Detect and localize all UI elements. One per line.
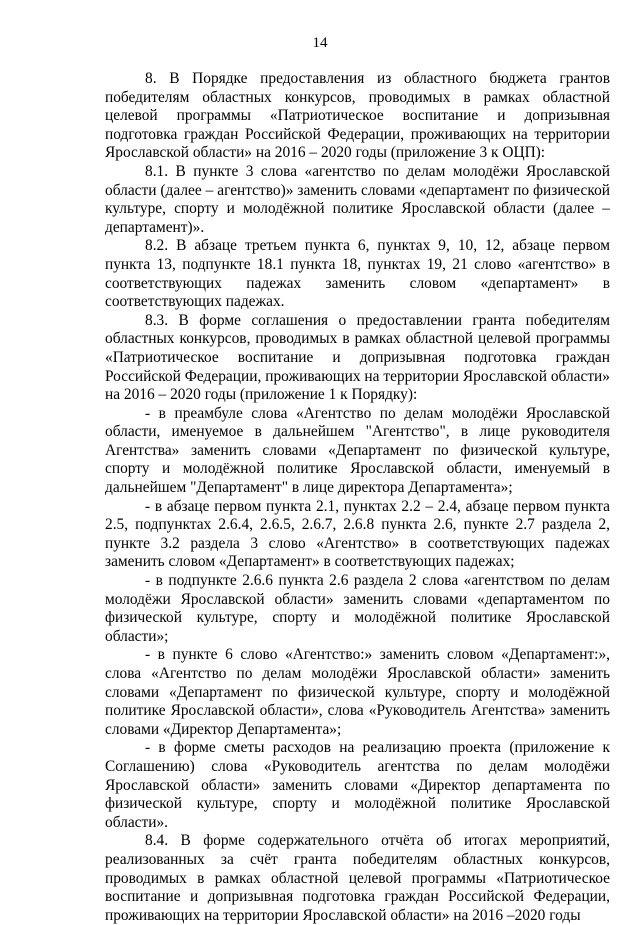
list-item-section-2: - в абзаце первом пункта 2.1, пунктах 2.2 – 2.4, абзаце первом пункта 2.5, подпунктах 2.6.4, 2.6.5, 2.6.7, 2.6.8 пункта 2.6, пункте 2.7 раздела 2, пункте 3.2 раздела 3 слово «Агентство» в соответствующих падежах заменить словом «Департамент» в соответствующих падежах;: [105, 497, 610, 571]
paragraph-8-3: 8.3. В форме соглашения о предоставлении гранта победителям областных конкурсов, проводимых в рамках областной целевой программы «Патриотическое воспитание и допризывная подготовка граждан Российской Федерации, проживающих на территории Ярославской области» на 2016 – 2020 годы (приложение 1 к Порядку):: [105, 311, 610, 404]
paragraph-8: 8. В Порядке предоставления из областного бюджета грантов победителям областных конкурсов, проводимых в рамках областной целевой программы «Патриотическое воспитание и допризывная подготовка граждан Российской Федерации, проживающих на территории Ярославской области» на 2016 – 2020 годы (приложение 3 к ОЦП):: [105, 70, 610, 162]
page-number: 14: [312, 35, 328, 51]
document-body: [105, 70, 610, 925]
list-item-preamble: - в преамбуле слова «Агентство по делам молодёжи Ярославской области, именуемое в дальнейшем "Агентство", в лице руководителя Агентства» заменить словами «Департамент по физической культуре, спорту и молодёжной политике Ярославской области, именуемый в дальнейшем "Департамент" в лице директора Департамента»;: [105, 404, 610, 497]
list-item-point-6: - в пункте 6 слово «Агентство:» заменить словом «Департамент:», слова «Агентство по делам молодёжи Ярославской области» заменить словами «Департамент по физической культуре, спорту и молодёжной политике Ярославской области», слова «Руководитель Агентства» заменить словами «Директор Департамента»;: [105, 646, 610, 738]
paragraph-8-2: 8.2. В абзаце третьем пункта 6, пунктах 9, 10, 12, абзаце первом пункта 13, подпункте 18.1 пункта 18, пунктах 19, 21 слово «агентство» в соответствующих падежах заменить словом «департамент» в соответствующих падежах.: [105, 237, 610, 311]
list-item-subpoint-2-6-6: - в подпункте 2.6.6 пункта 2.6 раздела 2 слова «агентством по делам молодёжи Ярославской области» заменить словами «департаментом по физической культуре, спорту и молодёжной политике Ярославской области»;: [105, 572, 610, 645]
list-item-budget-form: - в форме сметы расходов на реализацию проекта (приложение к Соглашению) слова «Руководитель агентства по делам молодёжи Ярославской области» заменить словами «Директор департамента по физической культуре, спорту и молодёжной политике Ярославской области».: [105, 739, 610, 831]
paragraph-8-4: 8.4. В форме содержательного отчёта об итогах мероприятий, реализованных за счёт гранта победителям областных конкурсов, проводимых в рамках областной целевой программы «Патриотическое воспитание и допризывная подготовка граждан Российской Федерации, проживающих на территории Ярославской области» на 2016 –2020 годы: [105, 832, 610, 924]
paragraph-8-1: 8.1. В пункте 3 слова «агентство по делам молодёжи Ярославской области (далее – агентство)» заменить словами «департамент по физической культуре, спорту и молодёжной политике Ярославской области (далее – департамент)».: [105, 162, 610, 236]
